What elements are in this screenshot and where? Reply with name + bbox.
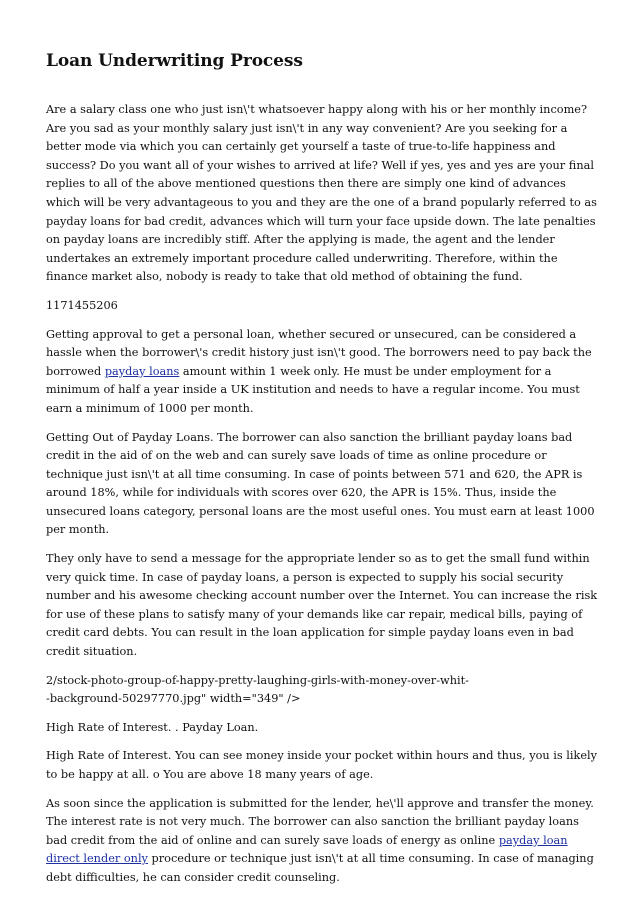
paragraph-high-rate: High Rate of Interest. You can see money inside your pocket within hours and thus, you is likely to be happy at all. o You are above 18 many years of age. [46,749,598,781]
payday-loan-direct-lender-link[interactable]: payday loan direct lender only [46,833,568,866]
paragraph-text: Getting approval to get a personal loan, whether secured or unsecured, can be considered a hassle when the borrower\'s credit history just isn\'t good. The borrowers need to pay back the borrowed [46,327,592,378]
paragraph-intro: Are a salary class one who just isn\'t whatsoever happy along with his or her monthly income? Are you sad as your monthly salary just isn\'t in any way convenient? Are you seeking for a better mode via which you can certainly get yourself a taste of true-to-life happiness and success? Do you want all of your wishes to arrived at life? Well if yes, yes and yes are your final replies to all of the above mentioned questions then there are simply one kind of advances which will be very advantageous to you and they are the one of a brand popularly referred to as payday loans for bad credit, advances which will turn your face upside down. The late penalties on payday loans are incredibly stiff. After the applying is made, the agent and the lender undertakes an extremely important procedure called underwriting. Therefore, within the finance market also, nobody is ready to take that old method of obtaining the fund. [46,103,597,284]
paragraph-approval [46,326,598,419]
payday-loans-link[interactable]: payday loans [104,364,180,378]
paragraph-text: As soon since the application is submitted for the lender, he\'ll approve and transfer the money. The interest rate is not very much. The borrower can also sanction the brilliant payday loans bad credit from the aid of online and can surely save loads of energy as online [46,796,594,847]
paragraph-application [46,795,598,888]
paragraph-high-rate-heading: High Rate of Interest. . Payday Loan. [46,720,259,734]
paragraph-number: 1171455206 [46,298,118,312]
paragraph-getting-out: Getting Out of Payday Loans. The borrower can also sanction the brilliant payday loans bad credit in the aid of on the web and can surely save loads of time as online procedure or technique just isn\'t at all time consuming. In case of points between 571 and 620, the APR is around 18%, while for individuals with scores over 620, the APR is 15%. Thus, inside the unsecured loans category, personal loans are the most useful ones. You must earn at least 1000 per month. [46,430,595,537]
image-fragment-line-1: 2/stock-photo-group-of-happy-pretty-laughing-girls-with-money-over-whit- [46,673,469,687]
document-page [46,0,598,888]
image-fragment-line-2: -background-50297770.jpg" width="349" /> [46,692,301,706]
paragraph-send-message: They only have to send a message for the appropriate lender so as to get the small fund within very quick time. In case of payday loans, a person is expected to supply his social security number and his awesome checking account number over the Internet. You can increase the risk for use of these plans to satisfy many of your demands like car repair, medical bills, paying of credit card debts. You can result in the loan application for simple payday loans even in bad credit situation. [46,552,598,659]
paragraph-text: amount within 1 week only. He must be under employment for a minimum of half a year inside a UK institution and needs to have a regular income. You must earn a minimum of 1000 per month. [46,364,580,415]
paragraph-text: procedure or technique just isn\'t at all time consuming. In case of managing debt difficulties, he can consider credit counseling. [46,852,594,884]
document-title: Loan Underwriting Process [46,51,303,71]
paragraph-image-fragment [46,672,598,709]
